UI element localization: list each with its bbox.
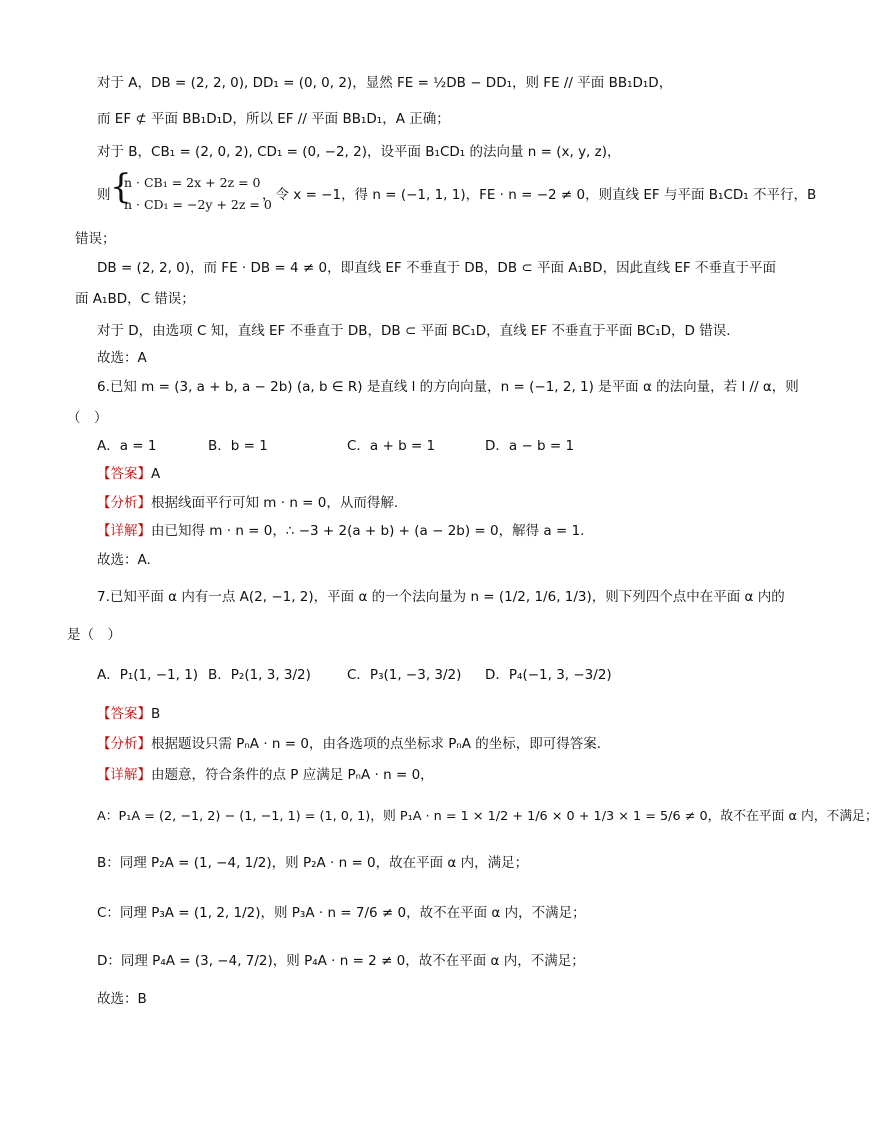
q6-detail	[97, 522, 584, 540]
q6-stem-paren: （ ）	[67, 410, 108, 426]
q6-option-a: A．a = 1	[97, 438, 157, 454]
q5-option-a-conclusion: 而 EF ⊄ 平面 BB₁D₁D，所以 EF // 平面 BB₁D₁，A 正确；	[97, 111, 450, 127]
answer-tag: 【答案】	[97, 466, 151, 482]
analysis-text: 根据线面平行可知 m · n = 0，从而得解.	[151, 495, 399, 511]
q7-option-b: B．P₂(1, 3, 3/2)	[208, 667, 311, 683]
equation-system-line-1: n · CB₁ = 2x + 2z = 0	[124, 175, 261, 190]
q5-option-c-wrong: 面 A₁BD，C 错误；	[75, 291, 195, 307]
q5-option-b-result: ，令 x = −1，得 n = (−1, 1, 1)，FE · n = −2 ≠ 0，则直线 EF 与平面 B₁CD₁ 不平行，B	[262, 187, 817, 203]
q5-option-b-wrong: 错误；	[75, 231, 116, 247]
q6-stem: 6.已知 m = (3, a + b, a − 2b) (a, b ∈ R) 是直线 l 的方向向量，n = (−1, 2, 1) 是平面 α 的法向量，若 l // α，则	[97, 379, 799, 395]
q6-option-c: C．a + b = 1	[347, 438, 436, 454]
q7-check-d: D：同理 P₄A = (3, −4, 7/2)，则 P₄A · n = 2 ≠ 0，故不在平面 α 内，不满足；	[97, 953, 585, 969]
q5-option-c-text: DB = (2, 2, 0)，而 FE · DB = 4 ≠ 0，即直线 EF 不垂直于 DB，DB ⊂ 平面 A₁BD，因此直线 EF 不垂直于平面	[97, 260, 776, 276]
analysis-tag: 【分析】	[97, 495, 151, 511]
q7-stem: 7.已知平面 α 内有一点 A(2, −1, 2)，平面 α 的一个法向量为 n = (1/2, 1/6, 1/3)，则下列四个点中在平面 α 内的	[97, 589, 785, 605]
q5-conclusion: 故选：A	[97, 350, 147, 366]
equation-system-brace: {	[110, 167, 132, 207]
q7-check-c: C：同理 P₃A = (1, 2, 1/2)，则 P₃A · n = 7/6 ≠ 0，故不在平面 α 内，不满足；	[97, 905, 586, 921]
q5-option-a-text: 对于 A，DB = (2, 2, 0), DD₁ = (0, 0, 2)，显然 FE = ½DB − DD₁，则 FE // 平面 BB₁D₁D，	[97, 75, 673, 91]
q7-option-a: A．P₁(1, −1, 1)	[97, 667, 199, 683]
detail-tag: 【详解】	[97, 767, 151, 783]
analysis-tag: 【分析】	[97, 736, 151, 752]
q7-detail	[97, 766, 434, 784]
detail-text: 由题意，符合条件的点 P 应满足 PₙA · n = 0，	[151, 767, 434, 783]
answer-value: A	[151, 466, 161, 482]
q7-check-b: B：同理 P₂A = (1, −4, 1/2)，则 P₂A · n = 0，故在平面 α 内，满足；	[97, 855, 529, 871]
q7-stem-paren: 是（ ）	[67, 627, 121, 643]
q7-check-a: A：P₁A = (2, −1, 2) − (1, −1, 1) = (1, 0, 1)，则 P₁A · n = 1 × 1/2 + 1/6 × 0 + 1/3 × 1 = 5/6 ≠ 0，故不在平面 α 内，不满足；	[97, 809, 878, 824]
answer-tag: 【答案】	[97, 706, 151, 722]
detail-text: 由已知得 m · n = 0，∴ −3 + 2(a + b) + (a − 2b) = 0，解得 a = 1.	[151, 523, 585, 539]
q7-analysis	[97, 735, 601, 753]
detail-tag: 【详解】	[97, 523, 151, 539]
q7-conclusion: 故选：B	[97, 991, 147, 1007]
equation-system-line-2: n · CD₁ = −2y + 2z = 0	[124, 197, 272, 212]
answer-value: B	[151, 706, 161, 722]
q7-option-d: D．P₄(−1, 3, −3/2)	[485, 667, 612, 683]
q6-option-b: B．b = 1	[208, 438, 268, 454]
q5-option-b-text: 对于 B，CB₁ = (2, 0, 2), CD₁ = (0, −2, 2)，设平面 B₁CD₁ 的法向量 n = (x, y, z)，	[97, 144, 621, 160]
q6-option-d: D．a − b = 1	[485, 438, 575, 454]
q6-conclusion: 故选：A.	[97, 552, 151, 568]
q6-answer	[97, 465, 160, 483]
q6-analysis	[97, 494, 398, 512]
q5-then-label: 则	[97, 187, 111, 203]
q7-answer	[97, 705, 160, 723]
q7-option-c: C．P₃(1, −3, 3/2)	[347, 667, 462, 683]
analysis-text: 根据题设只需 PₙA · n = 0，由各选项的点坐标求 PₙA 的坐标，即可得答案.	[151, 736, 602, 752]
q5-option-d-text: 对于 D，由选项 C 知，直线 EF 不垂直于 DB，DB ⊂ 平面 BC₁D，直线 EF 不垂直于平面 BC₁D，D 错误.	[97, 323, 731, 339]
